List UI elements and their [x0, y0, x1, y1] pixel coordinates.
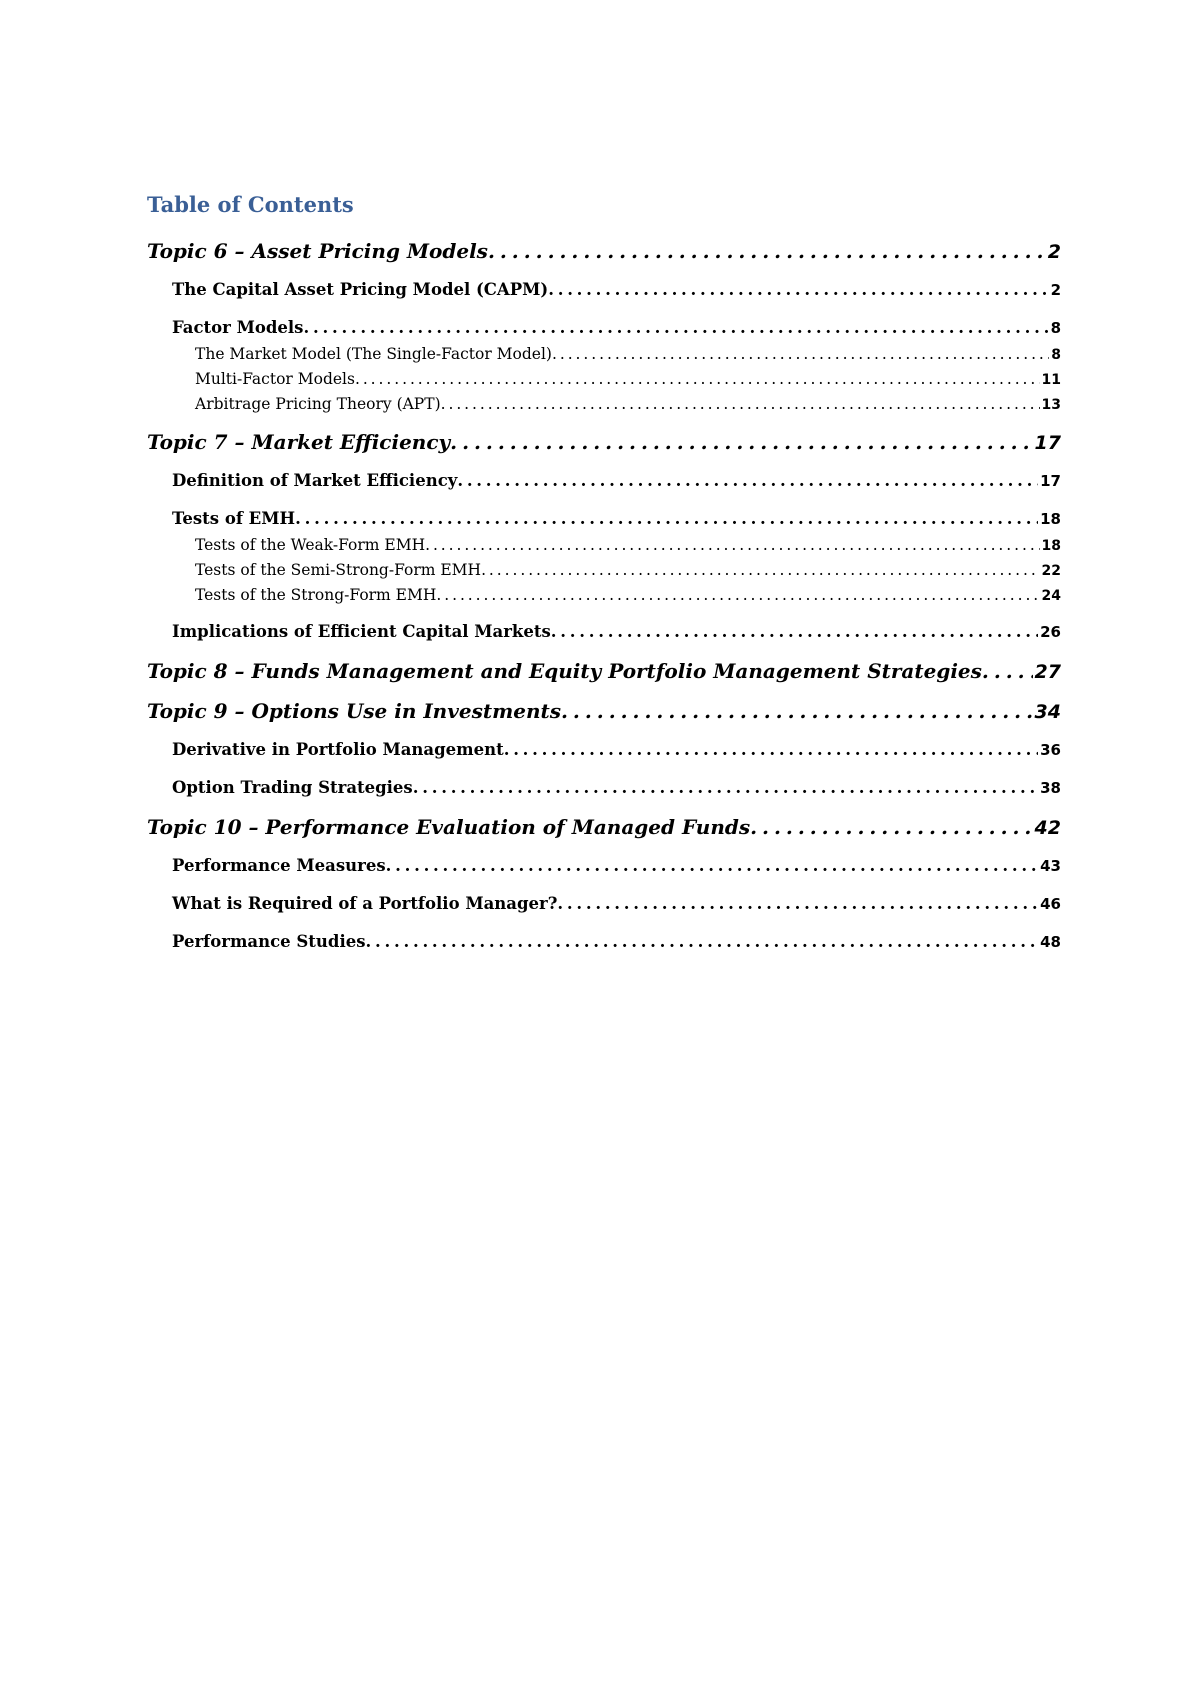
toc-entry-page-number: 17 [1040, 472, 1061, 490]
toc-dot-leader [303, 314, 1048, 342]
toc-section-entry[interactable] [147, 505, 1061, 533]
toc-dot-leader [441, 392, 1040, 417]
toc-entry-label: What is Required of a Portfolio Manager? [172, 894, 558, 913]
toc-dot-leader [413, 774, 1038, 802]
toc-entry-label: Tests of EMH [172, 509, 296, 528]
toc-entry-page-number: 8 [1050, 319, 1061, 337]
toc-entry-page-number: 2 [1050, 281, 1061, 299]
toc-section-entry[interactable] [147, 852, 1061, 880]
toc-entry-page-number: 22 [1041, 563, 1061, 579]
toc-entry-page-number: 34 [1034, 701, 1061, 723]
toc-topic-entry[interactable] [147, 696, 1061, 726]
toc-entry-page-number: 17 [1034, 432, 1061, 454]
toc-entry-page-number: 43 [1040, 857, 1061, 875]
toc-dot-leader [436, 583, 1039, 608]
toc-subsection-entry[interactable] [147, 392, 1061, 417]
toc-entry-label: Multi-Factor Models [195, 370, 355, 388]
toc-entry-label: Topic 6 – Asset Pricing Models [147, 239, 488, 263]
toc-entry-label: Derivative in Portfolio Management [172, 740, 504, 759]
toc-section-entry[interactable] [147, 890, 1061, 918]
toc-entry-label: Performance Measures [172, 856, 386, 875]
toc-dot-leader [557, 890, 1038, 918]
toc-subsection-entry[interactable] [147, 533, 1061, 558]
toc-topic-entry[interactable] [147, 236, 1061, 266]
toc-entry-page-number: 26 [1040, 623, 1061, 641]
toc-entry-page-number: 27 [1034, 661, 1061, 683]
toc-entry-page-number: 11 [1041, 372, 1061, 388]
toc-dot-leader [355, 367, 1040, 392]
toc-dot-leader [488, 236, 1046, 266]
toc-entry-label: Implications of Efficient Capital Markets [172, 622, 551, 641]
toc-heading: Table of Contents [147, 192, 354, 217]
toc-entry-page-number: 18 [1041, 538, 1061, 554]
toc-dot-leader [504, 736, 1038, 764]
toc-topic-entry[interactable] [147, 656, 1061, 686]
toc-entry-page-number: 46 [1040, 895, 1061, 913]
toc-dot-leader [295, 505, 1038, 533]
toc-section-entry[interactable] [147, 928, 1061, 956]
toc-entry-label: Option Trading Strategies [172, 778, 413, 797]
toc-entry-label: Topic 10 – Performance Evaluation of Managed Funds [147, 815, 751, 839]
toc-section-entry[interactable] [147, 314, 1061, 342]
toc-entry-label: Topic 7 – Market Efficiency [147, 430, 451, 454]
toc-topic-entry[interactable] [147, 812, 1061, 842]
toc-list [147, 236, 1061, 956]
toc-section-entry[interactable] [147, 276, 1061, 304]
toc-dot-leader [386, 852, 1039, 880]
toc-entry-page-number: 18 [1040, 510, 1061, 528]
toc-subsection-entry[interactable] [147, 367, 1061, 392]
toc-entry-label: The Market Model (The Single-Factor Model) [195, 345, 552, 363]
toc-entry-label: Topic 9 – Options Use in Investments [147, 699, 561, 723]
toc-section-entry[interactable] [147, 467, 1061, 495]
toc-dot-leader [561, 696, 1033, 726]
toc-section-entry[interactable] [147, 774, 1061, 802]
toc-entry-page-number: 13 [1041, 397, 1061, 413]
toc-entry-page-number: 48 [1040, 933, 1061, 951]
toc-entry-label: Tests of the Strong-Form EMH [195, 586, 437, 604]
toc-entry-page-number: 2 [1047, 241, 1061, 263]
toc-dot-leader [450, 427, 1032, 457]
toc-entry-label: Tests of the Weak-Form EMH [195, 536, 426, 554]
toc-entry-page-number: 38 [1040, 779, 1061, 797]
toc-dot-leader [982, 656, 1033, 686]
toc-dot-leader [481, 558, 1039, 583]
toc-dot-leader [750, 812, 1032, 842]
toc-entry-page-number: 8 [1051, 347, 1061, 363]
toc-entry-label: Definition of Market Efficiency [172, 471, 458, 490]
toc-subsection-entry[interactable] [147, 342, 1061, 367]
toc-dot-leader [425, 533, 1039, 558]
toc-dot-leader [548, 276, 1048, 304]
toc-dot-leader [552, 342, 1049, 367]
toc-section-entry[interactable] [147, 736, 1061, 764]
toc-entry-page-number: 42 [1034, 817, 1061, 839]
toc-dot-leader [551, 618, 1038, 646]
toc-dot-leader [366, 928, 1039, 956]
toc-topic-entry[interactable] [147, 427, 1061, 457]
toc-subsection-entry[interactable] [147, 583, 1061, 608]
toc-entry-page-number: 36 [1040, 741, 1061, 759]
toc-subsection-entry[interactable] [147, 558, 1061, 583]
toc-entry-page-number: 24 [1041, 588, 1061, 604]
toc-entry-label: Topic 8 – Funds Management and Equity Portfolio Management Strategies [147, 659, 982, 683]
toc-dot-leader [457, 467, 1038, 495]
toc-entry-label: Tests of the Semi-Strong-Form EMH [195, 561, 482, 579]
toc-entry-label: Factor Models [172, 318, 304, 337]
toc-entry-label: The Capital Asset Pricing Model (CAPM) [172, 280, 549, 299]
toc-entry-label: Performance Studies [172, 932, 366, 951]
toc-section-entry[interactable] [147, 618, 1061, 646]
toc-entry-label: Arbitrage Pricing Theory (APT) [195, 395, 441, 413]
